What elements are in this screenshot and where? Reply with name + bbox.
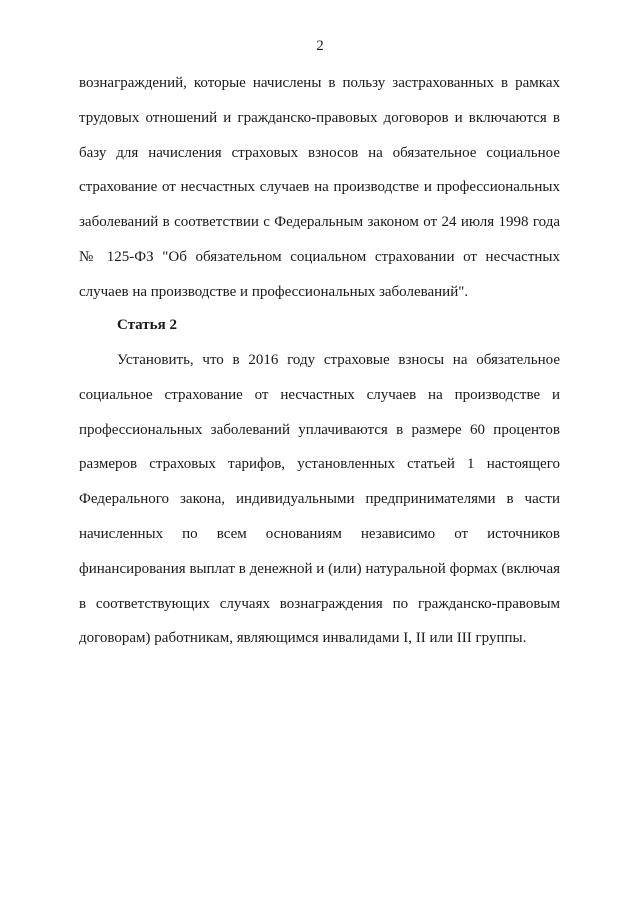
article-2-paragraph: Установить, что в 2016 году страховые взносы на обязательное социальное страхование от несчастных случаев на производстве и профессиональных заболеваний уплачиваются в размере 60 процентов размеров страховых тарифов, установленных статьей 1 настоящего Федерального закона, индивидуальными предпринимателями в части начисленных по всем основаниям независимо от источников финансирования выплат в денежной и (или) натуральной формах (включая в соответствующих случаях вознаграждения по гражданско-правовым договорам) работникам, являющимся инвалидами I, II или III группы.: [79, 352, 560, 647]
page-number: 2: [316, 38, 324, 54]
paragraph-continuation: вознаграждений, которые начислены в пользу застрахованных в рамках трудовых отношений и гражданско-правовых договоров и включаются в базу для начисления страховых взносов на обязательное социальное страхование от несчастных случаев на производстве и профессиональных заболеваний в соответствии с Федеральным законом от 24 июля 1998 года № 125-ФЗ "Об обязательном социальном страховании от несчастных случаев на производстве и профессиональных заболеваний".: [79, 75, 560, 300]
article-heading: Статья 2: [117, 317, 177, 333]
